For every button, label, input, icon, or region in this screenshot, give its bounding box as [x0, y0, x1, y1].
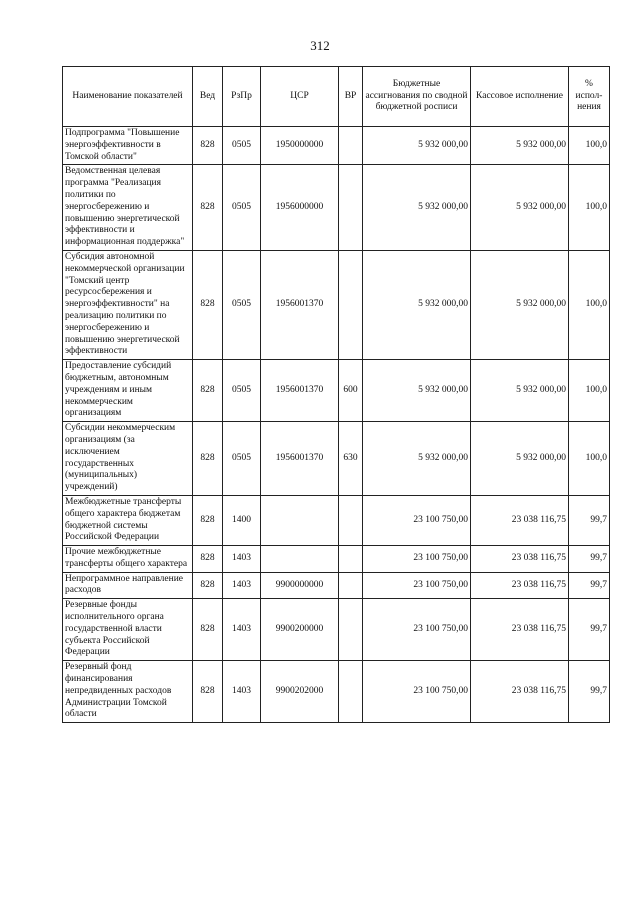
cell-percent: 100,0	[569, 250, 610, 359]
cell-rzpr: 0505	[223, 360, 261, 422]
cell-csr: 1956000000	[261, 165, 339, 251]
cell-ved: 828	[193, 250, 223, 359]
cell-csr: 1956001370	[261, 360, 339, 422]
cell-rzpr: 1403	[223, 546, 261, 573]
cell-cash: 23 038 116,75	[471, 546, 569, 573]
table-row	[63, 546, 610, 573]
cell-vr	[339, 165, 363, 251]
cell-rzpr: 0505	[223, 250, 261, 359]
cell-budget: 5 932 000,00	[363, 127, 471, 165]
cell-vr	[339, 250, 363, 359]
cell-cash: 23 038 116,75	[471, 661, 569, 723]
cell-vr	[339, 572, 363, 599]
cell-cash: 23 038 116,75	[471, 495, 569, 545]
cell-rzpr: 1403	[223, 661, 261, 723]
cell-csr	[261, 546, 339, 573]
cell-cash: 5 932 000,00	[471, 360, 569, 422]
cell-cash: 23 038 116,75	[471, 599, 569, 661]
cell-rzpr: 0505	[223, 127, 261, 165]
cell-ved: 828	[193, 661, 223, 723]
cell-csr: 1950000000	[261, 127, 339, 165]
cell-ved: 828	[193, 127, 223, 165]
page-number: 312	[310, 38, 330, 53]
cell-percent: 99,7	[569, 495, 610, 545]
cell-name: Субсидии некоммерческим организациям (за исключением государственных (муниципальных) учреждений)	[63, 422, 193, 496]
cell-csr	[261, 495, 339, 545]
cell-name: Резервный фонд финансирования непредвиденных расходов Администрации Томской области	[63, 661, 193, 723]
table-row	[63, 599, 610, 661]
header-rzpr: РзПр	[223, 67, 261, 127]
header-name: Наименование показателей	[63, 67, 193, 127]
cell-ved: 828	[193, 360, 223, 422]
cell-percent: 100,0	[569, 422, 610, 496]
cell-ved: 828	[193, 422, 223, 496]
cell-name: Межбюджетные трансферты общего характера бюджетам бюджетной системы Российской Федерации	[63, 495, 193, 545]
table-row	[63, 572, 610, 599]
header-budget: Бюджетные ассигнования по сводной бюджетной росписи	[363, 67, 471, 127]
cell-percent: 100,0	[569, 360, 610, 422]
header-percent: % испол-нения	[569, 67, 610, 127]
cell-rzpr: 1400	[223, 495, 261, 545]
cell-ved: 828	[193, 599, 223, 661]
cell-name: Подпрограмма "Повышение энергоэффективности в Томской области"	[63, 127, 193, 165]
header-row	[63, 67, 610, 127]
cell-rzpr: 1403	[223, 599, 261, 661]
cell-vr	[339, 661, 363, 723]
cell-cash: 5 932 000,00	[471, 127, 569, 165]
cell-vr	[339, 599, 363, 661]
cell-csr: 9900200000	[261, 599, 339, 661]
cell-budget: 23 100 750,00	[363, 599, 471, 661]
cell-budget: 23 100 750,00	[363, 546, 471, 573]
cell-rzpr: 1403	[223, 572, 261, 599]
cell-budget: 5 932 000,00	[363, 165, 471, 251]
cell-percent: 100,0	[569, 165, 610, 251]
cell-name: Резервные фонды исполнительного органа государственной власти субъекта Российской Федерации	[63, 599, 193, 661]
cell-vr: 630	[339, 422, 363, 496]
cell-name: Ведомственная целевая программа "Реализация политики по энергосбережению и повышению энергетической эффективности и информационная поддержка"	[63, 165, 193, 251]
cell-cash: 5 932 000,00	[471, 422, 569, 496]
cell-vr	[339, 546, 363, 573]
cell-cash: 23 038 116,75	[471, 572, 569, 599]
cell-budget: 5 932 000,00	[363, 250, 471, 359]
header-csr: ЦСР	[261, 67, 339, 127]
cell-vr	[339, 495, 363, 545]
cell-percent: 99,7	[569, 661, 610, 723]
cell-cash: 5 932 000,00	[471, 250, 569, 359]
table-row	[63, 661, 610, 723]
cell-vr: 600	[339, 360, 363, 422]
cell-budget: 5 932 000,00	[363, 422, 471, 496]
cell-percent: 99,7	[569, 572, 610, 599]
cell-csr: 9900000000	[261, 572, 339, 599]
cell-csr: 9900202000	[261, 661, 339, 723]
cell-budget: 23 100 750,00	[363, 572, 471, 599]
header-ved: Вед	[193, 67, 223, 127]
cell-rzpr: 0505	[223, 165, 261, 251]
cell-rzpr: 0505	[223, 422, 261, 496]
cell-name: Субсидия автономной некоммерческой организации "Томский центр ресурсосбережения и энергоэффективности" на реализацию политики по энергосбережению и повышению энергетической эффективности	[63, 250, 193, 359]
budget-execution-table	[62, 66, 610, 723]
header-vr: ВР	[339, 67, 363, 127]
table-row	[63, 495, 610, 545]
cell-budget: 23 100 750,00	[363, 495, 471, 545]
cell-csr: 1956001370	[261, 422, 339, 496]
cell-budget: 5 932 000,00	[363, 360, 471, 422]
table-row	[63, 165, 610, 251]
cell-ved: 828	[193, 572, 223, 599]
header-cash: Кассовое исполнение	[471, 67, 569, 127]
cell-name: Предоставление субсидий бюджетным, автономным учреждениям и иным некоммерческим организациям	[63, 360, 193, 422]
cell-csr: 1956001370	[261, 250, 339, 359]
cell-percent: 100,0	[569, 127, 610, 165]
cell-name: Непрограммное направление расходов	[63, 572, 193, 599]
cell-cash: 5 932 000,00	[471, 165, 569, 251]
cell-ved: 828	[193, 165, 223, 251]
cell-name: Прочие межбюджетные трансферты общего характера	[63, 546, 193, 573]
table-row	[63, 360, 610, 422]
table-row	[63, 422, 610, 496]
cell-ved: 828	[193, 495, 223, 545]
table-row	[63, 127, 610, 165]
cell-percent: 99,7	[569, 599, 610, 661]
table-row	[63, 250, 610, 359]
cell-ved: 828	[193, 546, 223, 573]
cell-percent: 99,7	[569, 546, 610, 573]
cell-budget: 23 100 750,00	[363, 661, 471, 723]
cell-vr	[339, 127, 363, 165]
